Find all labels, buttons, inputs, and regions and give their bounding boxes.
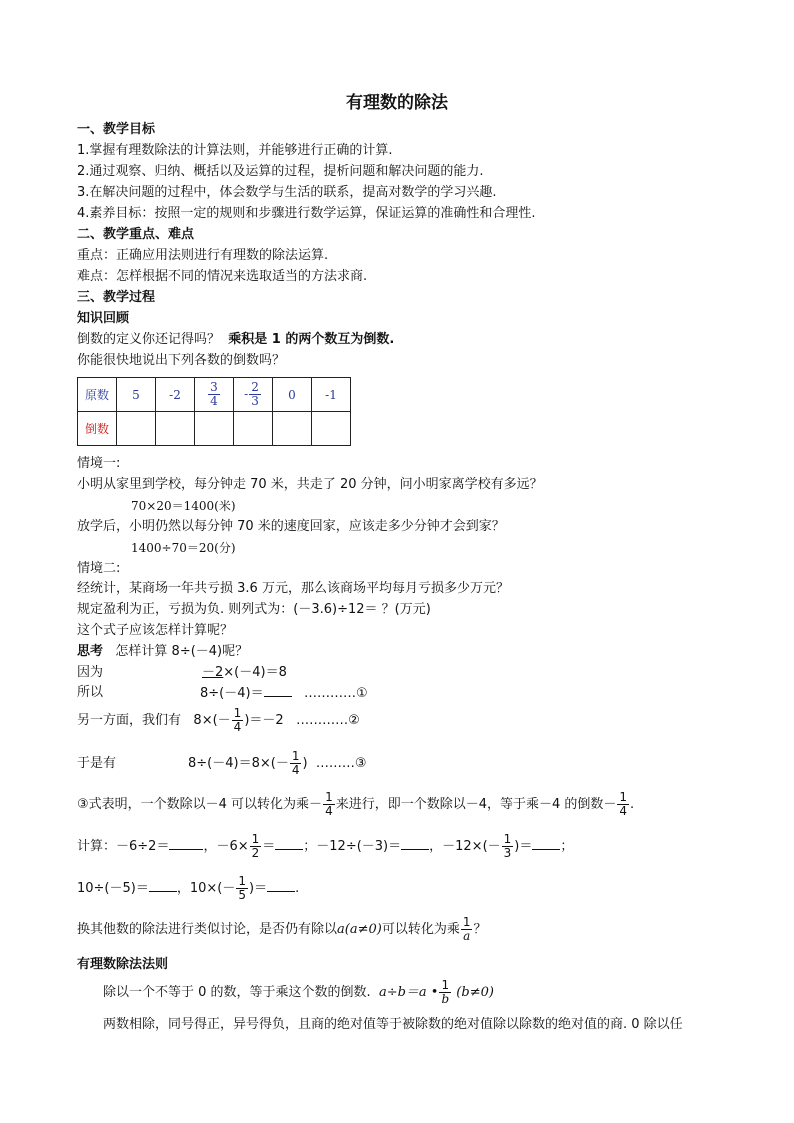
answer-blank[interactable]: [149, 879, 177, 892]
table-cell: - $\frac{2}{3}$: [234, 378, 273, 412]
goal-item-3: 3.在解决问题的过程中，体会数学与生活的联系，提高对数学的学习兴趣.: [77, 185, 497, 200]
fraction-1-4: [290, 750, 302, 777]
table-cell-empty: [312, 412, 351, 446]
table-cell-empty: [195, 412, 234, 446]
review-heading: 知识回顾: [77, 311, 130, 326]
fraction-1-a: [461, 916, 473, 943]
answer-blank[interactable]: [264, 684, 292, 697]
fraction-numerator: 1: [325, 790, 333, 804]
fraction-numerator: 1: [291, 749, 300, 763]
fraction-denominator: 4: [233, 720, 242, 734]
table-cell: [273, 378, 312, 412]
fraction-denominator: 3: [251, 394, 259, 408]
table-cell-empty: [117, 412, 156, 446]
table-cell: [312, 378, 351, 412]
conclusion-a: ③式表明，一个数除以－4 可以转化为乘－: [77, 797, 323, 812]
thus-label: 于是有: [77, 756, 117, 771]
scene1-answer1: 70×20＝1400(米): [131, 499, 236, 513]
fraction-1-b: [439, 979, 451, 1006]
rule-text-1: 除以一个不等于 0 的数，等于乘这个数的倒数.: [103, 985, 371, 1000]
conclusion-b: 来进行，即一个数除以－4，等于乘－4 的倒数－: [335, 797, 617, 812]
calc-e7: ；: [560, 839, 574, 854]
think-question: 怎样计算 8÷(－4)呢？: [115, 644, 249, 659]
calc-e6: )＝: [514, 839, 533, 854]
answer-blank[interactable]: [275, 837, 303, 850]
section-heading-keypoints: 二、教学重点、难点: [77, 227, 195, 242]
goal-item-4: 4.素养目标：按照一定的规则和步骤进行数学运算，保证运算的准确性和合理性.: [77, 206, 536, 221]
thus-expression: [188, 749, 366, 779]
fraction-numerator: 1: [233, 706, 242, 720]
fraction-1-5: [236, 875, 248, 902]
fraction-denominator: 5: [238, 888, 247, 902]
because-blank: －2: [202, 665, 224, 680]
because-rest: ×(－4)＝8: [223, 665, 287, 680]
equation-mark-3: ………③: [315, 756, 367, 771]
calc-e2: ，－6×: [203, 839, 249, 854]
calc-e5: ，－12×(－: [429, 839, 501, 854]
reciprocal-definition: 乘积是 1 的两个数互为倒数.: [228, 332, 395, 347]
other-expr-b: )＝－2: [244, 713, 284, 728]
extend-c: ？: [473, 922, 487, 937]
fraction-denominator: 4: [291, 763, 300, 777]
rule-formula-b: (b≠0): [456, 985, 494, 1000]
rule-line-1: [103, 979, 494, 1007]
calc-e11: .: [295, 881, 300, 896]
so-expr: 8÷(－4)＝: [200, 686, 264, 701]
fraction-numerator: 2: [251, 380, 259, 394]
table-cell-empty: [273, 412, 312, 446]
calc-e1: －6÷2＝: [116, 839, 170, 854]
extend-line: [77, 915, 487, 945]
fraction-denominator: 4: [325, 804, 333, 818]
row-label-original: 原数: [78, 378, 117, 412]
fraction-1-4: [617, 791, 629, 818]
fraction-numerator: 1: [619, 790, 628, 804]
answer-blank[interactable]: [532, 837, 560, 850]
rule-formula-a: a÷b＝a •: [378, 985, 439, 1000]
conclusion-c: .: [630, 797, 635, 812]
scene1-question2: 放学后，小明仍然以每分钟 70 米的速度回家，应该走多少分钟才会到家？: [77, 519, 505, 534]
fraction-numerator: 1: [251, 832, 260, 846]
fraction-denominator: 2: [251, 846, 260, 860]
reciprocal-table: [77, 377, 351, 446]
scene2-question2: 规定盈利为正，亏损为负. 则列式为：(－3.6)÷12＝ ？(万元): [77, 602, 431, 617]
goal-item-1: 1.掌握有理数除法的计算法则，并能够进行正确的计算.: [77, 143, 393, 158]
difficulty: 难点：怎样根据不同的情况来选取适当的方法求商.: [77, 269, 368, 284]
scene2-label: 情境二:: [77, 561, 121, 576]
other-hand-label: 另一方面，我们有: [77, 713, 182, 728]
so-label: 所以: [77, 685, 104, 700]
table-row-original: [78, 378, 351, 412]
answer-blank[interactable]: [401, 837, 429, 850]
goal-item-2: 2.通过观察、归纳、概括以及运算的过程，提析问题和解决问题的能力.: [77, 164, 484, 179]
section-heading-process: 三、教学过程: [77, 290, 156, 305]
calc-e9: ，10×(－: [176, 881, 236, 896]
fraction-1-4: [323, 791, 335, 818]
thus-expr-a: 8÷(－4)＝8×(－: [188, 756, 289, 771]
cell-value: 0: [288, 387, 296, 402]
review-ask: 你能很快地说出下列各数的倒数吗？: [77, 353, 286, 368]
table-cell: [156, 378, 195, 412]
extend-var: a(a≠0): [337, 922, 382, 937]
fraction-denominator: 4: [619, 804, 628, 818]
table-cell-empty: [234, 412, 273, 446]
think-line: [77, 643, 248, 661]
page-title: 有理数的除法: [346, 93, 448, 113]
fraction-numerator: 1: [503, 832, 512, 846]
extend-b: 可以转化为乘: [381, 922, 460, 937]
table-row-reciprocal: [78, 412, 351, 446]
extend-a: 换其他数的除法进行类似讨论，是否仍有除以: [77, 922, 338, 937]
fraction-1-2: [250, 833, 262, 860]
table-cell-empty: [156, 412, 195, 446]
conclusion-line: [77, 790, 634, 820]
calc-line-1: [77, 832, 573, 862]
other-hand-line: [77, 706, 360, 736]
equation-mark-2: …………②: [296, 713, 360, 728]
think-label: 思考: [77, 644, 104, 659]
cell-value: -1: [325, 387, 337, 402]
because-expression: [202, 664, 287, 682]
fraction-denominator: a: [463, 929, 471, 943]
section-heading-goals: 一、教学目标: [77, 122, 156, 137]
scene2-question3: 这个式子应该怎样计算呢？: [77, 623, 234, 638]
scene1-answer2: 1400÷70＝20(分): [131, 541, 236, 555]
scene1-question1: 小明从家里到学校，每分钟走 70 米，共走了 20 分钟，问小明家离学校有多远？: [77, 477, 543, 492]
fraction-numerator: 1: [462, 915, 471, 929]
calc-e10: )＝: [249, 881, 268, 896]
fraction-denominator: 4: [210, 394, 218, 408]
because-label: 因为: [77, 665, 104, 680]
rule-heading: 有理数除法法则: [77, 957, 169, 972]
fraction-denominator: b: [441, 992, 450, 1006]
answer-blank[interactable]: [169, 837, 203, 850]
scene1-label: 情境一:: [77, 456, 121, 471]
fraction-1-4: [232, 707, 244, 734]
fraction-3-4: [208, 381, 220, 408]
so-expression: [200, 684, 368, 703]
fraction-denominator: 3: [503, 846, 512, 860]
fraction-numerator: 3: [210, 380, 218, 394]
answer-blank[interactable]: [267, 879, 295, 892]
fraction-numerator: 1: [238, 874, 247, 888]
fraction-2-3: [249, 381, 261, 408]
review-question-text: 倒数的定义你还记得吗？: [77, 332, 221, 347]
fraction-numerator: 1: [439, 979, 451, 993]
row-label-reciprocal: 倒数: [78, 412, 117, 446]
cell-value: -2: [169, 387, 181, 402]
other-expr-a: 8×(－: [193, 713, 231, 728]
calc-e4: ；－12÷(－3)＝: [303, 839, 402, 854]
calc-line-2: [77, 874, 299, 904]
calc-e3: ＝: [262, 839, 276, 854]
cell-value: 5: [132, 387, 140, 402]
fraction-1-3: [502, 833, 514, 860]
review-question: [77, 331, 394, 349]
equation-mark-1: …………①: [304, 686, 368, 701]
calc-label: 计算：: [77, 839, 117, 854]
table-cell: [117, 378, 156, 412]
calc-e8: 10÷(－5)＝: [77, 881, 149, 896]
scene2-question1: 经统计，某商场一年共亏损 3.6 万元，那么该商场平均每月亏损多少万元？: [77, 581, 509, 596]
key-point: 重点：正确应用法则进行有理数的除法运算.: [77, 248, 329, 263]
table-cell: [195, 378, 234, 412]
thus-expr-b: ): [302, 756, 308, 771]
rule-line-2: 两数相除，同号得正，异号得负，且商的绝对值等于被除数的绝对值除以除数的绝对值的商. 0 除以任: [103, 1017, 683, 1032]
